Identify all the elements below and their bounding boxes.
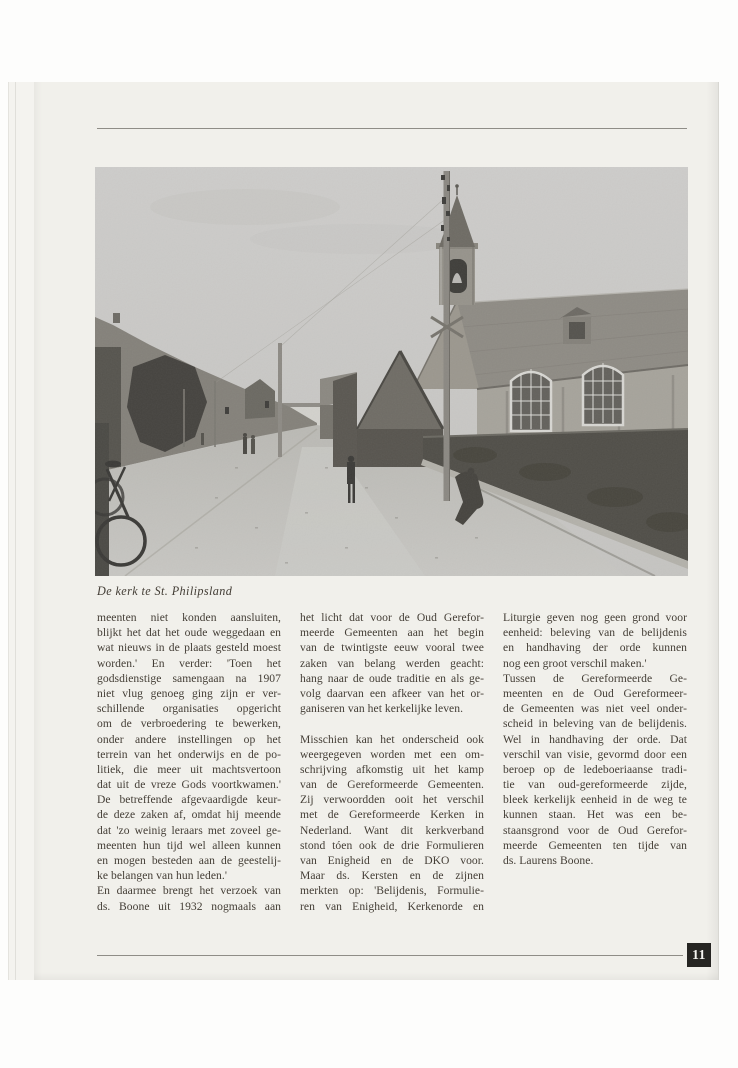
text-line: En daarmee brengt het verzoek van	[97, 884, 281, 898]
text-line: hang naar de oude traditie en als ge-	[300, 671, 484, 685]
text-line: en mogen besteden aan de geestelij-	[97, 854, 281, 867]
text-line: ds. Boone uit 1932 nogmaals aan	[97, 899, 281, 913]
article-text	[97, 610, 687, 914]
text-line: zaken van belang werden geacht:	[300, 656, 484, 670]
text-line: worden.' En verder: 'Toen het	[97, 656, 281, 670]
text-line: schrijving afkomstig uit het kamp	[300, 762, 484, 776]
text-line: en handhaving der orde kunnen	[503, 641, 687, 655]
page-left-shadow	[34, 82, 42, 980]
text-line: van de twintigste eeuw vooral twee	[300, 641, 484, 655]
text-line: onder andere instellingen op het	[97, 732, 281, 746]
text-line: wat nieuws in de plaats gesteld moest	[97, 641, 281, 655]
page-binding-edge	[8, 82, 36, 980]
text-line: met de Gereformeerde Kerken in	[300, 808, 484, 822]
text-line: dat 'zo weinig leraars met zoveel ge-	[97, 823, 281, 837]
text-line: De betreffende afgevaardigde keur-	[97, 793, 281, 807]
text-line: Wel in handhaving der orde. Dat	[503, 732, 687, 746]
text-line: godsdienstige samengaan na 1907	[97, 671, 281, 685]
photo-illustration	[95, 167, 688, 576]
text-line: merkten op: 'Belijdenis, Formulie-	[300, 884, 484, 898]
text-line: meerde Gemeenten ten tijde van	[503, 838, 687, 852]
text-line: Misschien kan het onderscheid ook	[300, 732, 484, 746]
text-line: bleek kerkelijk eenheid in de weg te	[503, 793, 687, 807]
page	[34, 82, 719, 980]
photo-caption: De kerk te St. Philipsland	[97, 584, 233, 598]
text-line: van Enigheid en de DKO voor.	[300, 854, 484, 867]
text-line: ke belangen van hun leden.'	[97, 869, 227, 883]
text-line: beroep op de ledeboeriaanse tradi-	[503, 762, 687, 776]
text-line: Zij verwoordden ooit het verschil	[300, 793, 484, 807]
text-line: eenheid: beleving van de belijdenis	[503, 626, 687, 640]
text-line: volg daarvan een afkeer van het or-	[300, 686, 484, 700]
text-line: Tussen de Gereformeerde Ge-	[503, 671, 687, 685]
text-line: van de Gereformeerde Gemeenten.	[300, 778, 484, 792]
text-line: meerde Gemeenten aan het begin	[300, 626, 484, 640]
text-line: weergegeven worden met een om-	[300, 747, 484, 761]
text-line: Maar ds. Kersten en de zijnen	[300, 869, 484, 883]
text-line: het licht dat voor de Oud Gerefor-	[300, 611, 484, 624]
paragraph-gap	[300, 716, 484, 731]
church-street-photograph	[95, 167, 688, 576]
page-right-shadow	[706, 82, 718, 980]
text-line: verschil van visie, gevormd door een	[503, 747, 687, 761]
top-rule	[97, 128, 687, 129]
text-line: ds. Laurens Boone.	[503, 854, 594, 867]
text-line: Nederland. Want dit kerkverband	[300, 823, 484, 837]
text-line: staansgrond voor de Oud Gerefor-	[503, 823, 687, 837]
text-line: de deze zaken af, omdat hij meende	[97, 808, 281, 822]
text-line: terrein van het onderwijs en de po-	[97, 747, 281, 761]
text-line: meenten en de Oud Gereformeer-	[503, 686, 687, 700]
text-line: stond tóen ook de drie Formulieren	[300, 838, 484, 852]
text-line: ren van Enigheid, Kerkenorde en	[300, 899, 484, 913]
text-line: Liturgie geven nog geen grond voor	[503, 611, 687, 624]
text-line: ganiseren van het kerkelijke leven.	[300, 702, 464, 716]
text-column-1	[97, 610, 281, 914]
text-line: dat uit de vreze Gods voortkwamen.'	[97, 778, 281, 792]
text-line: meenten hun tijd wel alleen kunnen	[97, 838, 281, 852]
text-line: nog een groot verschil maken.'	[503, 656, 647, 670]
text-line: de Gemeenten was niet veel onder-	[503, 702, 687, 716]
text-column-2	[300, 610, 484, 914]
text-line: tie van oud-gereformeerde zijde,	[503, 778, 687, 792]
text-line: scheid in beleving van de belijdenis.	[503, 717, 687, 731]
text-line: blijkt het dat het oude weggedaan en	[97, 626, 281, 640]
text-column-3	[503, 610, 687, 914]
text-line: meenten niet konden aansluiten,	[97, 611, 281, 624]
bottom-rule	[97, 955, 683, 956]
page-bottom-shadow	[34, 972, 718, 980]
text-line: om de verbroedering te bewerken,	[97, 717, 281, 731]
page-stack-line	[15, 82, 16, 980]
film-grain	[95, 167, 688, 576]
text-line: kunnen staan. Het was een be-	[503, 808, 687, 822]
page-number: 11	[687, 943, 711, 967]
text-line: litiek, die meer uit machtsvertoon	[97, 762, 281, 776]
text-line: niet vlug genoeg ging zijn er ver-	[97, 686, 281, 700]
text-line: schillende organisaties opgericht	[97, 702, 281, 716]
